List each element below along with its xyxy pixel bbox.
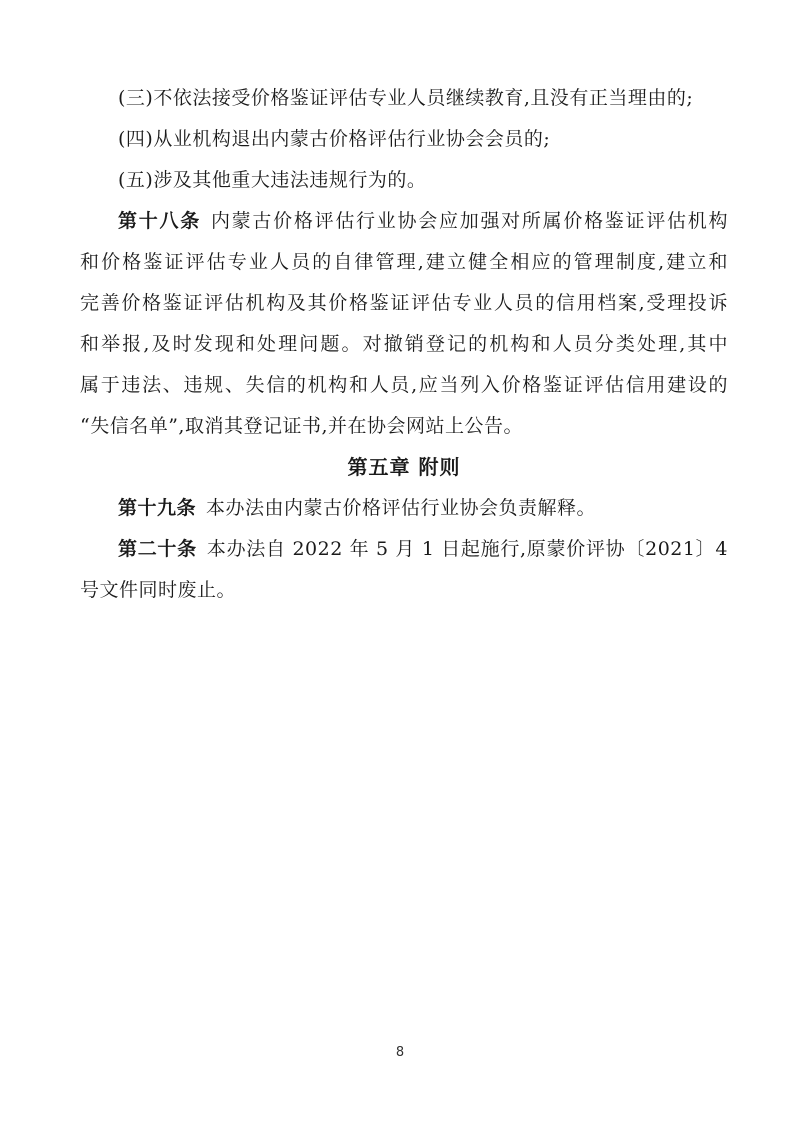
- list-item-4: (四)从业机构退出内蒙古价格评估行业协会会员的;: [118, 128, 551, 150]
- document-body: [80, 78, 728, 611]
- article-18-line-2: 和价格鉴证评估专业人员的自律管理,建立健全相应的管理制度,建立和: [80, 251, 728, 273]
- article-20-label: 第二十条: [118, 538, 197, 560]
- article-20-line-1: [80, 529, 728, 570]
- article-18-line-5: 属于违法、违规、失信的机构和人员,应当列入价格鉴证评估信用建设的: [80, 374, 728, 396]
- article-18-line-1: [80, 201, 728, 242]
- article-20-text-1: 本办法自 2022 年 5 月 1 日起施行,原蒙价评协〔2021〕4: [206, 538, 728, 560]
- article-20-line-2: 号文件同时废止。: [80, 579, 237, 601]
- article-18-line-3: 完善价格鉴证评估机构及其价格鉴证评估专业人员的信用档案,受理投诉: [80, 292, 728, 314]
- article-18-line-6: “失信名单”,取消其登记证书,并在协会网站上公告。: [80, 415, 524, 437]
- article-19-text: 本办法由内蒙古价格评估行业协会负责解释。: [206, 497, 597, 519]
- article-18-label: 第十八条: [118, 210, 201, 232]
- list-item-5: (五)涉及其他重大违法违规行为的。: [118, 169, 427, 191]
- article-19: [80, 488, 728, 529]
- article-19-label: 第十九条: [118, 497, 197, 519]
- article-18-line-4: 和举报,及时发现和处理问题。对撤销登记的机构和人员分类处理,其中: [80, 333, 728, 355]
- list-item-3: (三)不依法接受价格鉴证评估专业人员继续教育,且没有正当理由的;: [118, 87, 694, 109]
- article-18-text-1: 内蒙古价格评估行业协会应加强对所属价格鉴证评估机构: [210, 210, 728, 232]
- article-18: [80, 201, 728, 447]
- chapter-heading: 第五章 附则: [347, 455, 461, 479]
- article-20: [80, 529, 728, 611]
- page-number: 8: [395, 1045, 405, 1060]
